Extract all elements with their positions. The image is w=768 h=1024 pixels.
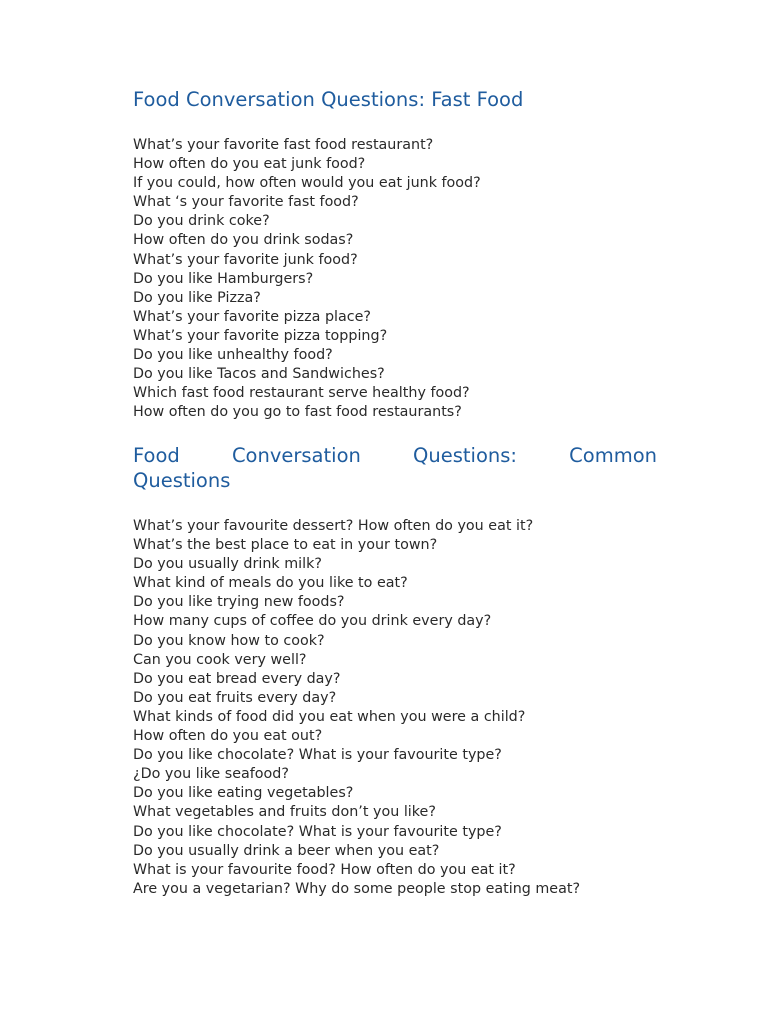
question-item: Do you like Hamburgers? (133, 270, 314, 287)
question-item: Do you like eating vegetables? (133, 785, 354, 802)
heading-word: Food (133, 444, 180, 467)
fast-food-question-list (133, 136, 693, 422)
question-item: What is your favourite food? How often do you eat it? (133, 861, 516, 878)
question-item: What’s your favourite dessert? How often do you eat it? (133, 518, 534, 534)
question-item: How many cups of coffee do you drink every day? (133, 613, 492, 630)
question-item: Do you eat bread every day? (133, 670, 341, 687)
common-question-list (133, 517, 693, 899)
question-item: How often do you eat junk food? (133, 156, 366, 173)
question-item: What’s your favorite pizza place? (133, 308, 372, 325)
question-item: Do you eat fruits every day? (133, 689, 337, 706)
question-item: Do you like Tacos and Sandwiches? (133, 366, 385, 383)
question-item: If you could, how often would you eat junk food? (133, 175, 481, 192)
question-item: Can you cook very well? (133, 651, 307, 668)
question-item: Do you like chocolate? What is your favourite type? (133, 747, 502, 764)
question-item: Do you know how to cook? (133, 632, 325, 649)
question-item: Which fast food restaurant serve healthy food? (133, 385, 470, 402)
question-item: Do you usually drink a beer when you eat? (133, 842, 440, 859)
question-item: How often do you go to fast food restaurants? (133, 404, 462, 421)
question-item: What’s your favorite junk food? (133, 251, 358, 268)
question-item: What’s your favorite pizza topping? (133, 327, 388, 344)
question-item: What’s your favorite fast food restaurant? (133, 137, 434, 153)
heading-word: Conversation (231, 444, 361, 467)
heading-word: Common (569, 444, 657, 467)
question-item: What vegetables and fruits don’t you like? (133, 804, 436, 821)
section-heading-fast-food: Food Conversation Questions: Fast Food (133, 88, 524, 111)
question-item: Do you drink coke? (133, 213, 270, 230)
question-item: What kind of meals do you like to eat? (133, 575, 408, 592)
heading-second-line: Questions (133, 469, 231, 492)
question-item: Do you like chocolate? What is your favourite type? (133, 823, 502, 840)
question-item: What ‘s your favorite fast food? (133, 194, 359, 211)
question-item: How often do you eat out? (133, 728, 323, 745)
question-item: Do you like unhealthy food? (133, 347, 333, 364)
heading-first-line (133, 443, 657, 468)
question-item: ¿Do you like seafood? (133, 766, 289, 783)
question-item: Are you a vegetarian? Why do some people stop eating meat? (133, 880, 581, 897)
question-item: Do you like Pizza? (133, 289, 261, 306)
question-item: What’s the best place to eat in your town? (133, 537, 438, 554)
question-item: How often do you drink sodas? (133, 232, 354, 249)
heading-word: Questions: (413, 444, 517, 467)
question-item: Do you usually drink milk? (133, 556, 322, 573)
question-item: Do you like trying new foods? (133, 594, 345, 611)
section-heading-common-questions (133, 443, 657, 493)
question-item: What kinds of food did you eat when you were a child? (133, 708, 526, 725)
